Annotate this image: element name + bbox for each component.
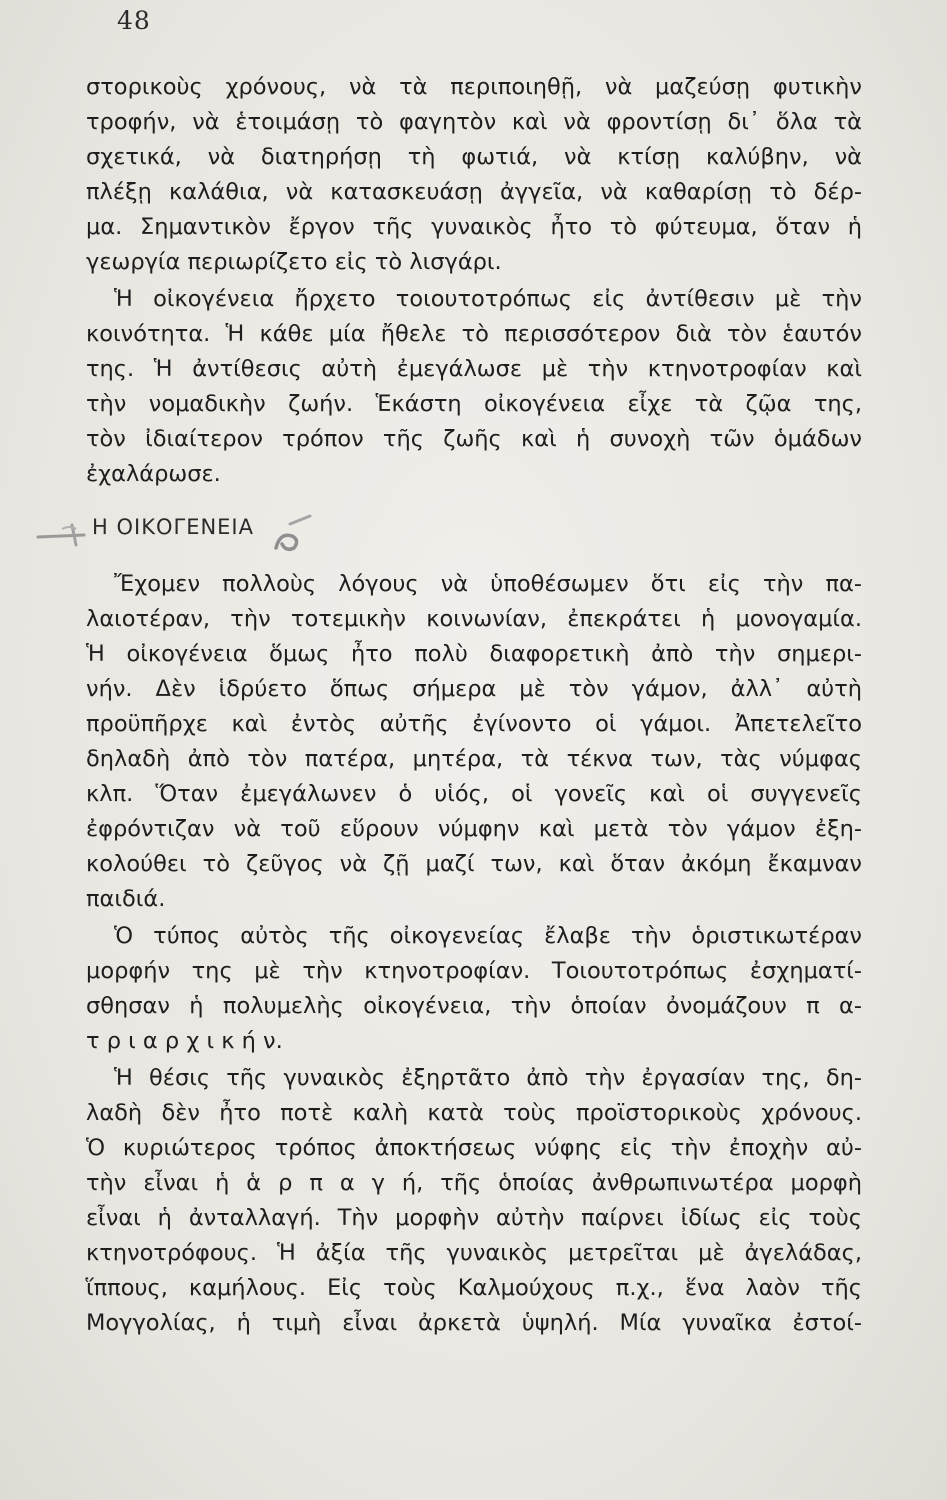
text-line: νήν. Δὲν ἱδρύετο ὅπως σήμερα μὲ τὸν γάμον, ἀλλ᾽ αὐτὴ — [86, 676, 862, 702]
text-line: κολούθει τὸ ζεῦγος νὰ ζῇ μαζί των, καὶ ὅταν ἀκόμη ἔκαμναν — [86, 851, 862, 877]
text-line: Ὁ κυριώτερος τρόπος ἀποκτήσεως νύφης εἰς τὴν ἐποχὴν αὐ- — [86, 1135, 862, 1161]
text-line: μα. Σημαντικὸν ἔργον τῆς γυναικὸς ἦτο τὸ φύτευμα, ὅταν ἡ — [86, 214, 862, 240]
text-line: κτηνοτρόφους. Ἡ ἀξία τῆς γυναικὸς μετρεῖται μὲ ἀγελάδας, — [86, 1240, 862, 1266]
text-line: Ἡ θέσις τῆς γυναικὸς ἐξηρτᾶτο ἀπὸ τὴν ἐργασίαν της, δη- — [114, 1065, 862, 1091]
text-line: στορικοὺς χρόνους, νὰ τὰ περιποιηθῇ, νὰ μαζεύσῃ φυτικὴν — [86, 74, 862, 100]
text-line: τροφήν, νὰ ἑτοιμάσῃ τὸ φαγητὸν καὶ νὰ φροντίσῃ δι᾽ ὅλα τὰ — [86, 109, 862, 135]
text-line: προϋπῆρχε καὶ ἐντὸς αὐτῆς ἐγίνοντο οἱ γάμοι. Ἀπετελεῖτο — [86, 711, 862, 737]
text-line: λαιοτέραν, τὴν τοτεμικὴν κοινωνίαν, ἐπεκράτει ἡ μονογαμία. — [86, 606, 862, 632]
text-line: Ἡ οἰκογένεια ἤρχετο τοιουτοτρόπως εἰς ἀντίθεσιν μὲ τὴν — [114, 286, 862, 312]
text-line: ἐχαλάρωσε. — [86, 461, 221, 487]
page-number: 48 — [117, 6, 151, 35]
text-line: σχετικά, νὰ διατηρήσῃ τὴ φωτιά, νὰ κτίσῃ καλύβην, νὰ — [86, 144, 862, 170]
text-line: γεωργία περιωρίζετο εἰς τὸ λισγάρι. — [86, 249, 502, 275]
text-line: της. Ἡ ἀντίθεσις αὐτὴ ἐμεγάλωσε μὲ τὴν κτηνοτροφίαν καὶ — [86, 356, 862, 382]
section-heading: Η ΟΙΚΟΓΕΝΕΙΑ — [92, 515, 254, 539]
text-line: Μογγολίας, ἡ τιμὴ εἶναι ἀρκετὰ ὑψηλή. Μία γυναῖκα ἐστοί- — [86, 1310, 862, 1336]
text-line: τὸν ἰδιαίτερον τρόπον τῆς ζωῆς καὶ ἡ συνοχὴ τῶν ὁμάδων — [86, 426, 862, 452]
text-line: κοινότητα. Ἡ κάθε μία ἤθελε τὸ περισσότερον διὰ τὸν ἑαυτόν — [86, 321, 862, 347]
pencil-mark-icon — [36, 521, 88, 547]
text-line: σθησαν ἡ πολυμελὴς οἰκογένεια, τὴν ὁποίαν ὀνομάζουν π α- — [86, 993, 862, 1019]
text-line: ἐφρόντιζαν νὰ τοῦ εὕρουν νύμφην καὶ μετὰ τὸν γάμον ἐξη- — [86, 816, 862, 842]
text-line: πλέξῃ καλάθια, νὰ κατασκευάσῃ ἀγγεῖα, νὰ καθαρίσῃ τὸ δέρ- — [86, 179, 862, 205]
text-line: Ὁ τύπος αὐτὸς τῆς οἰκογενείας ἔλαβε τὴν ὁριστικωτέραν — [114, 923, 862, 949]
text-line: κλπ. Ὅταν ἐμεγάλωνεν ὁ υἱός, οἱ γονεῖς καὶ οἱ συγγενεῖς — [86, 781, 862, 807]
text-line: τὴν νομαδικὴν ζωήν. Ἑκάστη οἰκογένεια εἶχε τὰ ζῷα της, — [86, 391, 862, 417]
pencil-mark-icon — [270, 510, 316, 554]
text-line: Ἔχομεν πολλοὺς λόγους νὰ ὑποθέσωμεν ὅτι εἰς τὴν πα- — [114, 571, 862, 597]
text-line: μορφήν της μὲ τὴν κτηνοτροφίαν. Τοιουτοτρόπως ἐσχηματί- — [86, 958, 862, 984]
text-line: ἵππους, καμήλους. Εἰς τοὺς Καλμούχους π.χ., ἕνα λαὸν τῆς — [86, 1275, 862, 1301]
text-line: δηλαδὴ ἀπὸ τὸν πατέρα, μητέρα, τὰ τέκνα των, τὰς νύμφας — [86, 746, 862, 772]
text-line: τὴν εἶναι ἡ ἁ ρ π α γ ή, τῆς ὁποίας ἀνθρωπινωτέρα μορφὴ — [86, 1170, 862, 1196]
text-line: λαδὴ δὲν ἦτο ποτὲ καλὴ κατὰ τοὺς προϊστορικοὺς χρόνους. — [86, 1100, 862, 1126]
text-line: εἶναι ἡ ἀνταλλαγή. Τὴν μορφὴν αὐτὴν παίρνει ἰδίως εἰς τοὺς — [86, 1205, 862, 1231]
text-line: Ἡ οἰκογένεια ὅμως ἦτο πολὺ διαφορετικὴ ἀπὸ τὴν σημερι- — [86, 641, 862, 667]
text-line: παιδιά. — [86, 886, 166, 912]
text-line: τ ρ ι α ρ χ ι κ ή ν. — [86, 1028, 283, 1054]
